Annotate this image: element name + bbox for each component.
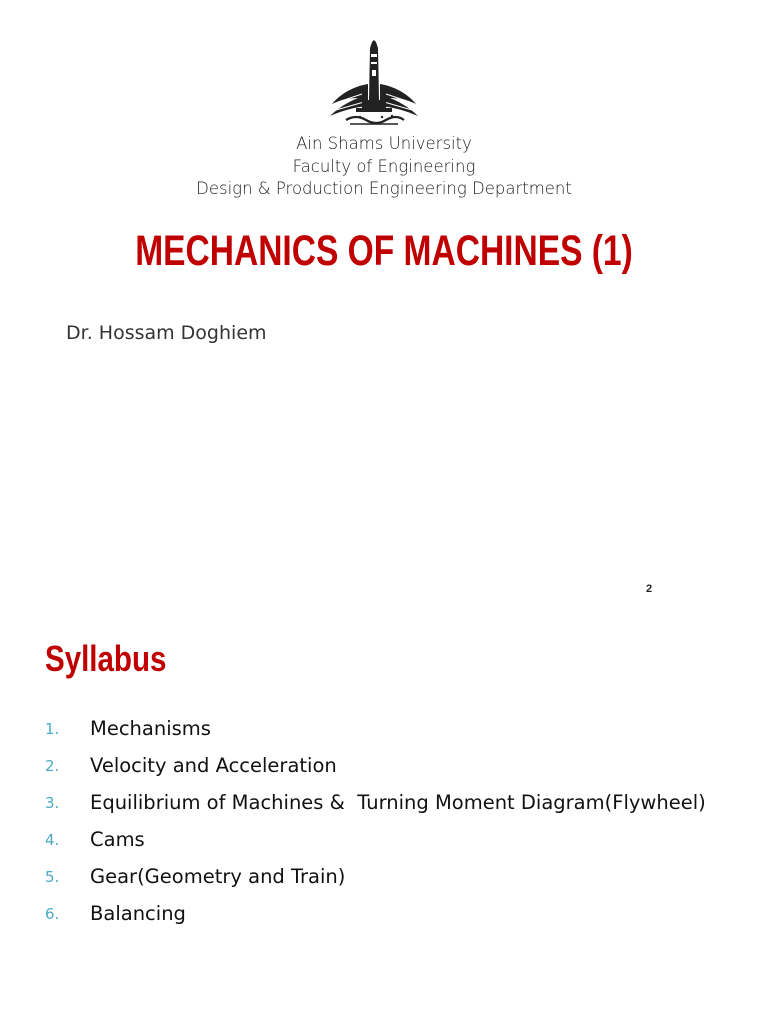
list-item-text: Cams [90,828,145,851]
university-name: Ain Shams University [296,134,472,153]
faculty-name: Faculty of Engineering [292,156,476,176]
list-item-number: 5. [45,867,60,886]
list-item-text: Equilibrium of Machines & Turning Moment Diagram(Flywheel) [90,791,706,814]
page-number: 2 [646,583,653,595]
list-item-number: 3. [45,793,60,812]
syllabus-slide [0,610,768,1024]
syllabus-list [45,710,706,932]
list-item-number: 6. [45,904,60,923]
list-item [45,821,706,858]
list-item-text: Gear(Geometry and Train) [90,865,346,888]
list-item-number: 4. [45,830,60,849]
list-item-text: Mechanisms [90,717,211,740]
course-title: MECHANICS OF MACHINES (1) [135,227,633,275]
list-item [45,895,706,932]
list-item-text: Balancing [90,902,186,925]
syllabus-heading: Syllabus [45,638,167,679]
university-info [0,133,768,201]
list-item [45,784,706,821]
author-name: Dr. Hossam Doghiem [66,322,267,344]
department-name: Design & Production Engineering Department [196,179,572,198]
list-item-text: Velocity and Acceleration [90,754,337,777]
list-item-number: 1. [45,719,60,738]
list-item [45,858,706,895]
list-item [45,710,706,747]
list-item-number: 2. [45,756,60,775]
university-logo-icon [326,40,422,132]
list-item [45,747,706,784]
